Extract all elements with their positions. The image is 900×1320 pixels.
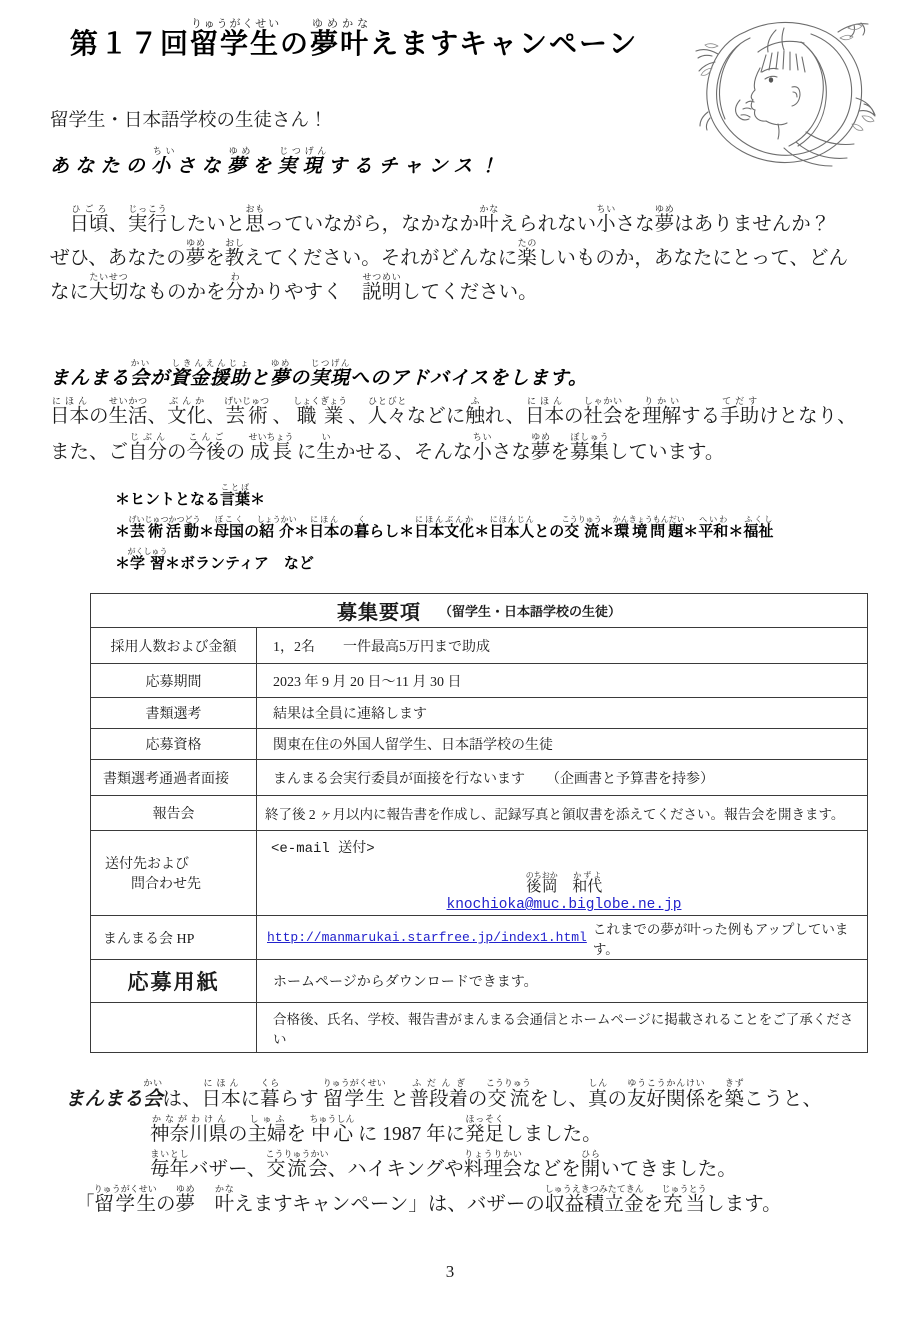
- row-label-homepage: まんまる会 HP: [91, 916, 257, 959]
- table-row-consent: [91, 1002, 867, 1052]
- hint-words-line-2: ＊学習がくしゅう＊ボランティア など: [115, 547, 314, 573]
- table-row: [91, 627, 867, 663]
- row-value-interview: まんまる会実行委員が面接を行ないます （企画書と予算書を持参）: [273, 771, 714, 787]
- page-number: 3: [445, 1262, 455, 1281]
- advice-heading: まんまる会かいが資金援助しきんえんじょと夢ゆめの実現じつげんへのアドバイスをします。: [50, 358, 589, 389]
- intro-line-2: ぜひ、あなたの夢ゆめを教おしえてください。それがどんなに楽たのしいものか，あなたにとって、どん: [50, 238, 849, 270]
- table-row: [91, 697, 867, 728]
- hint-words-section: [115, 483, 835, 580]
- contact-label-line-1: 送付先および: [105, 857, 189, 872]
- row-label-empty: [91, 1003, 257, 1052]
- about-line-4: 「留学生りゅうがくせいの夢ゆめ 叶かなえますキャンペーン」は、バザーの収益積立金しゅうえきつみたてきんを充当じゅうとうします。: [75, 1184, 782, 1216]
- contact-label-line-2: 問合わせ先: [131, 877, 201, 892]
- contact-person-name: 後岡のちおか 和代かずよ: [525, 871, 603, 895]
- row-label-interview: 書類選考通過者面接: [91, 760, 257, 795]
- chance-headline: あなたの小ちいさな夢ゆめを実現じつげんするチャンス！: [50, 146, 504, 177]
- intro-line-1: 日頃ひごろ、実行じっこうしたいと思おもっていながら，なかなか叶かなえられない小ちいさな夢ゆめはありませんか？: [69, 204, 831, 235]
- homepage-url-link[interactable]: http://manmarukai.starfree.jp/index1.html: [267, 930, 587, 945]
- page-title: 第１７回留学生りゅうがくせいの夢ゆめ叶かなえますキャンペーン: [70, 18, 639, 60]
- about-line-2: 神奈川県かながわけんの主婦しゅふを 中心ちゅうしん に 1987 年に発足ほっそくしました。: [150, 1114, 602, 1146]
- row-value-period: 2023 年 9 月 20 日～11 月 30 日: [273, 674, 462, 690]
- about-line-1: まんまる会かいは、日本にほんに暮くららす 留学生りゅうがくせい と普段着ふだんぎの交流こうりゅうをし、真しんの友好関係ゆうこうかんけいを築きずこうと、: [65, 1078, 823, 1110]
- hint-words-line-1: ＊芸術活動げいじゅつかつどう＊母国ぼこくの紹介しょうかい＊日本にほんの暮くらし＊日本文化にほんぶんか＊日本人にほんじんとの交流こうりゅう＊環境問題かんきょうもんだい＊平和へいわ＊福祉ふくし: [115, 515, 774, 541]
- row-value-report: 終了後 2 ヶ月以内に報告書を作成し、記録写真と領収書を添えてください。報告会を開きます。: [265, 807, 845, 822]
- table-subtitle: （留学生・日本語学校の生徒）: [438, 604, 621, 619]
- row-value-consent: 合格後、氏名、学校、報告書がまんまる会通信とホームページに掲載されることをご了承ください: [273, 1011, 854, 1047]
- girl-wreath-illustration: [688, 12, 888, 177]
- greeting-line: 留学生・日本語学校の生徒さん！: [50, 111, 328, 131]
- table-row: [91, 728, 867, 759]
- about-line-3: 毎年まいとしバザー、交流会こうりゅうかい、ハイキングや料理会りょうりかいなどを開ひらいてきました。: [150, 1149, 737, 1181]
- table-row: [91, 759, 867, 795]
- homepage-note: これまでの夢が叶った例もアップしています。: [592, 921, 849, 957]
- advice-line-2: また、ご自分じぶんの今後こんごの 成長せいちょう に生いかせる、そんな小ちいさな夢ゆめを募集ぼしゅうしています。: [50, 431, 725, 463]
- row-label-application-form: 応募用紙: [91, 960, 257, 1002]
- row-label-headcount: 採用人数および金額: [91, 628, 257, 663]
- contact-email-link[interactable]: knochioka@muc.biglobe.ne.jp: [446, 897, 682, 914]
- row-value-contact: [257, 831, 867, 915]
- application-guidelines-table: [90, 593, 868, 1053]
- row-label-period: 応募期間: [91, 664, 257, 697]
- table-row: [91, 663, 867, 697]
- table-row-homepage: [91, 915, 867, 959]
- row-value-screening: 結果は全員に連絡します: [273, 707, 427, 722]
- row-value-eligibility: 関東在住の外国人留学生、日本語学校の生徒: [273, 738, 553, 753]
- email-method-label: <e-mail 送付>: [271, 841, 375, 857]
- advice-section: [50, 358, 880, 468]
- row-label-eligibility: 応募資格: [91, 729, 257, 759]
- table-row-form: [91, 959, 867, 1002]
- row-label-report: 報告会: [91, 796, 257, 830]
- table-header-row: [91, 594, 867, 627]
- advice-line-1: 日本にほんの生活せいかつ、文化ぶんか、芸術げいじゅつ 、 職業しょくぎょう 、人々ひとびとなどに触ふれ、日本にほんの社会しゃかいを理解りかいする手助てだすけとなり、: [50, 395, 857, 427]
- intro-line-3: なに大切たいせつなものかを分わかりやすく 説明せつめいしてください。: [50, 272, 538, 304]
- row-value-headcount: 1，2名 一件最高5万円まで助成: [273, 639, 490, 655]
- row-value-homepage: [257, 916, 867, 959]
- about-manmarukai-paragraph: [65, 1078, 875, 1219]
- table-title: 募集要項: [336, 602, 421, 624]
- table-row-contact: [91, 830, 867, 915]
- table-row: [91, 795, 867, 830]
- intro-paragraph: [50, 204, 870, 306]
- hint-words-heading: ＊ヒントとなる言葉ことば＊: [115, 483, 266, 508]
- row-label-screening: 書類選考: [91, 698, 257, 728]
- row-label-contact: [91, 831, 257, 915]
- row-value-application-form: ホームページからダウンロードできます。: [273, 975, 538, 990]
